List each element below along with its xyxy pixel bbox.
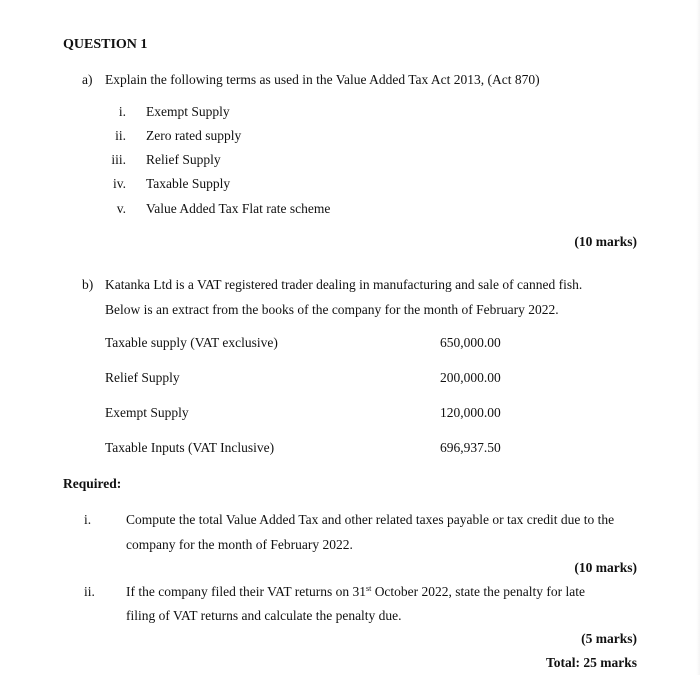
part-b-line1: Katanka Ltd is a VAT registered trader dealing in manufacturing and sale of canned fish. [105, 277, 583, 292]
part-a-item-text: Zero rated supply [146, 128, 242, 143]
part-a-item-text: Taxable Supply [146, 176, 231, 191]
part-a-marks: (10 marks) [574, 234, 637, 249]
required-q1-marks: (10 marks) [574, 560, 637, 575]
table-row-value: 200,000.00 [440, 370, 501, 385]
required-q2-line2: filing of VAT returns and calculate the penalty due. [126, 608, 402, 623]
page-edge-shadow [696, 0, 700, 675]
question-title: QUESTION 1 [63, 37, 148, 52]
table-row-value: 650,000.00 [440, 335, 501, 350]
required-q2-num: ii. [84, 584, 95, 599]
part-a-item-num: iv. [113, 176, 126, 191]
part-a-item-text: Value Added Tax Flat rate scheme [146, 201, 331, 216]
required-q2-line1 [126, 584, 585, 600]
required-q1-num: i. [84, 512, 92, 527]
table-row-value: 696,937.50 [440, 440, 501, 455]
required-q1-line1: Compute the total Value Added Tax and other related taxes payable or tax credit due to the [126, 512, 615, 527]
part-a-prompt: Explain the following terms as used in the Value Added Tax Act 2013, (Act 870) [105, 72, 540, 87]
part-b-line2: Below is an extract from the books of the company for the month of February 2022. [105, 302, 559, 317]
part-a-item-num: i. [118, 104, 126, 119]
date-ordinal-suffix: st [365, 584, 372, 593]
table-row-label: Taxable Inputs (VAT Inclusive) [105, 440, 275, 455]
required-q1-line2: company for the month of February 2022. [126, 537, 353, 552]
required-q2-line1-post: October 2022, state the penalty for late [371, 584, 585, 599]
required-q2-marks: (5 marks) [581, 631, 637, 646]
table-row-label: Exempt Supply [105, 405, 189, 420]
part-a-item-num: v. [116, 201, 126, 216]
table-row-label: Relief Supply [105, 370, 180, 385]
part-a-item-text: Relief Supply [146, 152, 221, 167]
part-a-item-num: iii. [111, 152, 126, 167]
part-a-label: a) [82, 72, 93, 87]
part-a-item-text: Exempt Supply [146, 104, 230, 119]
required-heading: Required: [63, 476, 122, 491]
table-row-value: 120,000.00 [440, 405, 501, 420]
part-a-item-num: ii. [115, 128, 126, 143]
table-row-label: Taxable supply (VAT exclusive) [105, 335, 278, 350]
total-marks: Total: 25 marks [545, 655, 637, 670]
part-b-label: b) [82, 277, 94, 292]
required-q2-line1-pre: If the company filed their VAT returns on 31 [126, 584, 366, 599]
